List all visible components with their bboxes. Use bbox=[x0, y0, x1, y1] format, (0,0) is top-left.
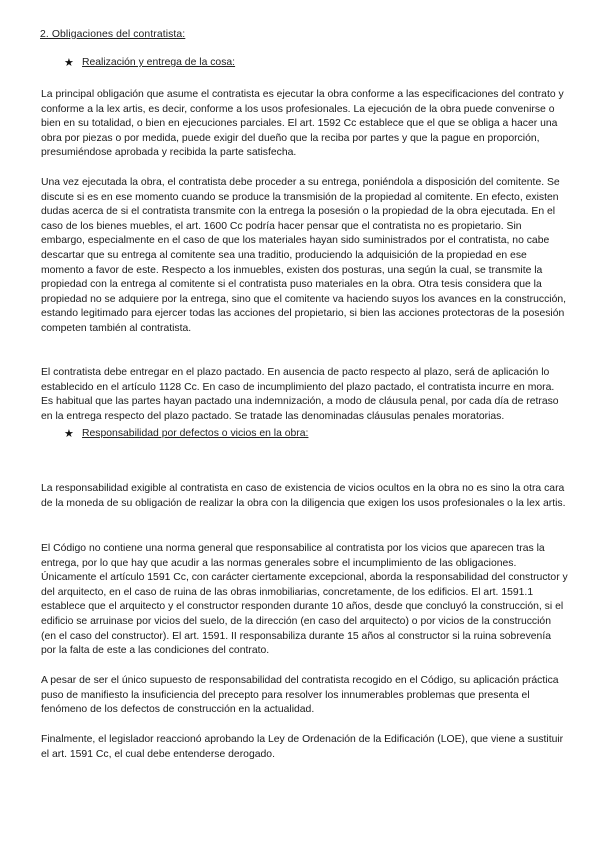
paragraph: El contratista debe entregar en el plazo pactado. En ausencia de pacto respecto al plazo, será de aplicación lo establecido en el artículo 1128 Cc. En caso de incumplimiento del plazo pactado, el contratista incurre en mora. Es habitual que las partes hayan pactado una indemnización, a modo de cláusula penal, por cada día de retraso en la entrega respecto del plazo pactado. Se tratade las denominadas cláusulas penales moratorias. bbox=[41, 367, 559, 422]
subsection-heading-1 bbox=[64, 56, 235, 71]
star-bullet-icon: ★ bbox=[64, 428, 74, 440]
subsection-title: Realización y entrega de la cosa: bbox=[82, 57, 236, 68]
paragraph: Finalmente, el legislador reaccionó aprobando la Ley de Ordenación de la Edificación (LOE), que viene a sustituir el art. 1591 Cc, el cual debe entenderse derogado. bbox=[41, 734, 564, 760]
subsection-heading-2 bbox=[64, 427, 308, 442]
paragraph: A pesar de ser el único supuesto de responsabilidad del contratista recogido en el Código, su aplicación práctica puso de manifiesto la insuficiencia del precepto para resolver los innumerables problemas que presenta el fenómeno de los defectos de construcción en la actualidad. bbox=[41, 675, 559, 716]
subsection-title: Responsabilidad por defectos o vicios en la obra: bbox=[82, 428, 309, 439]
section-heading: 2. Obligaciones del contratista: bbox=[40, 29, 186, 40]
paragraph: Una vez ejecutada la obra, el contratista debe proceder a su entrega, poniéndola a disposición del comitente. Se discute si es en ese momento cuando se produce la transmisión de la propiedad al comitente. En efecto, existen dudas acerca de si el contratista transmite con la entrega la posesión o la propiedad de la obra ejecutada. En el caso de los bienes muebles, el art. 1600 Cc podría hacer pensar que el contratista no es propietario. Sin embargo, especialmente en el caso de que los materiales hayan sido suministrados por el contratista, no cabe descartar que su entrega al comitente sea una traditio, produciendo la adquisición de la propiedad en ese momento a favor de este. Respecto a los inmuebles, existen dos posturas, una según la cual, se transmite la propiedad con la entrega al comitente si el contratista puso materiales en la obra. Otra tesis considera que la propiedad no se adquiere por la entrega, sino que el comitente va haciendo suyos los avances en la construcción, estando legitimado para ejercer todas las acciones del propietario, si bien las acciones protectoras de la posesión competen también al contratista. bbox=[41, 177, 567, 334]
paragraph: La responsabilidad exigible al contratista en caso de existencia de vicios ocultos en la obra no es sino la otra cara de la moneda de su obligación de realizar la obra con la diligencia que exigen los usos profesionales o la lex artis. bbox=[41, 483, 566, 509]
star-bullet-icon: ★ bbox=[64, 57, 74, 69]
paragraph: El Código no contiene una norma general que responsabilice al contratista por los vicios que aparecen tras la entrega, por lo que hay que acudir a las normas generales sobre el incumplimiento de las obligaciones. Únicamente el artículo 1591 Cc, con carácter ciertamente excepcional, aborda la responsabilidad del constructor y del arquitecto, en el caso de ruina de las obras inmobiliarias, concretamente, de los edificios. El art. 1591.1 establece que el arquitecto y el constructor responden durante 10 años, desde que concluyó la construcción, si el edificio se arruinase por vicios del suelo, de la dirección (en caso del arquitecto) o por vicios de la construcción (en el caso del constructor). El art. 1591. II responsabiliza durante 15 años al constructor si la ruina sobrevenía por la falta de este a las condiciones del contrato. bbox=[41, 543, 568, 657]
paragraph: La principal obligación que asume el contratista es ejecutar la obra conforme a las especificaciones del contrato y conforme a la lex artis, es decir, conforme a los usos profesionales. La ejecución de la obra puede convenirse o bien en su totalidad, o bien en ejecuciones parciales. El art. 1592 Cc establece que el que se obliga a hacer una obra por piezas o por medida, puede exigir del dueño que la reciba por partes y que la pague en proporción, presumiéndose aprobada y recibida la parte satisfecha. bbox=[41, 89, 564, 159]
